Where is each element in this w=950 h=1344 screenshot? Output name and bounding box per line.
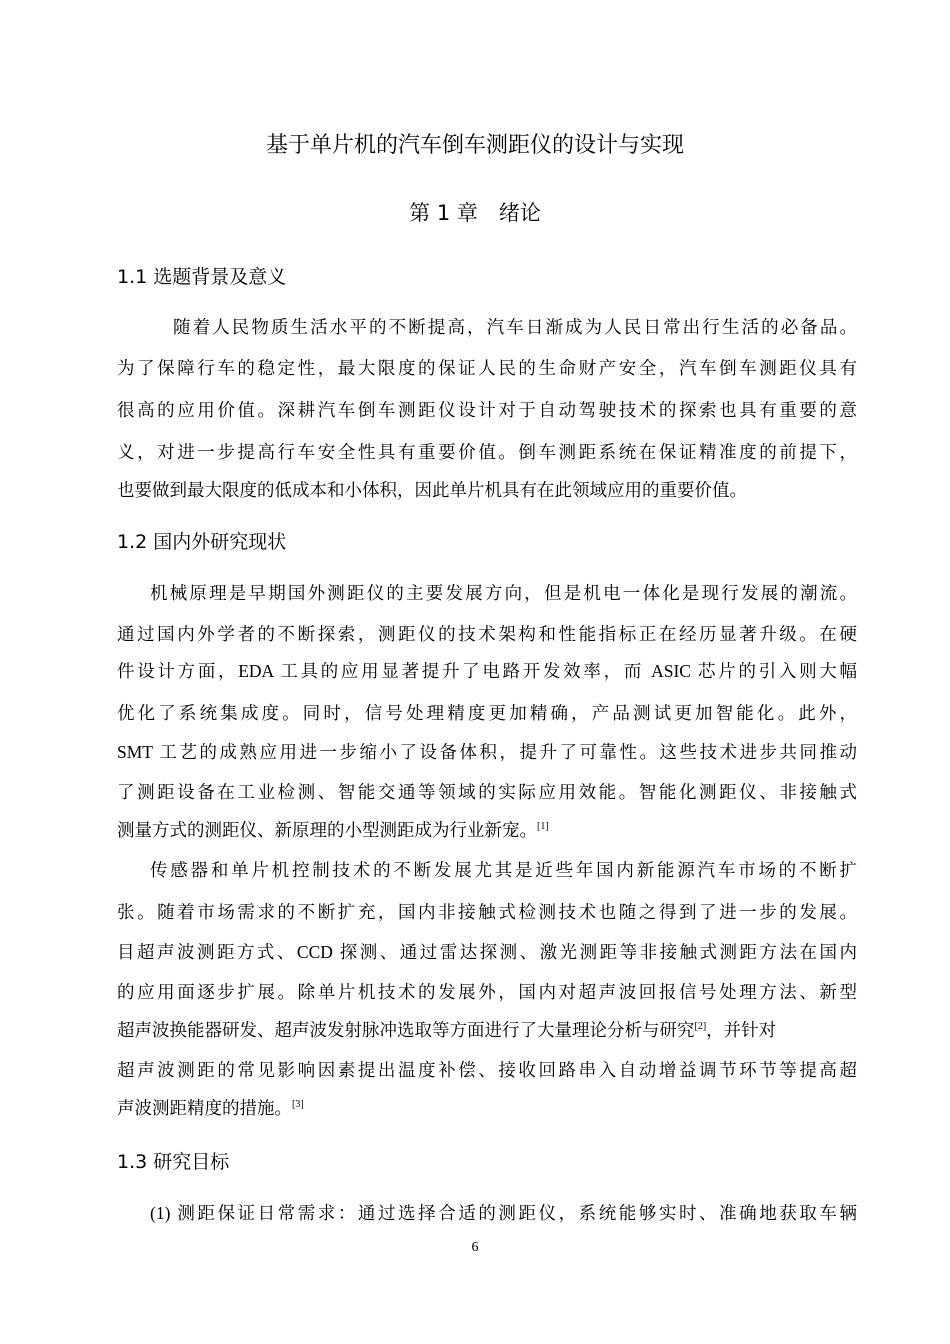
paragraph-line: 超声波测距的常见影响因素提出温度补偿、接收回路串入自动增益调节环节等提高超 <box>117 1060 857 1080</box>
paragraph-line: 机械原理是早期国外测距仪的主要发展方向，但是机电一体化是现行发展的潮流。 <box>150 583 857 603</box>
paragraph-line: 随着人民物质生活水平的不断提高，汽车日渐成为人民日常出行生活的必备品。 <box>173 317 857 337</box>
section-heading-1-2: 1.2 国内外研究现状 <box>117 531 287 553</box>
paragraph-line: 也要做到最大限度的低成本和小体积，因此单片机具有在此领域应用的重要价值。 <box>117 480 747 500</box>
paragraph-line: 目超声波测距方式、CCD 探测、通过雷达探测、激光测距等非接触式测距方法在国内 <box>117 942 857 962</box>
paragraph-line: 很高的应用价值。深耕汽车倒车测距仪设计对于自动驾驶技术的探索也具有重要的意 <box>117 400 857 420</box>
section-heading-1-3: 1.3 研究目标 <box>117 1151 230 1173</box>
citation-ref: [2] <box>694 1021 707 1032</box>
chapter-heading: 第 1 章 绪论 <box>409 201 541 225</box>
line-text: 超声波换能器研发、超声波发射脉冲选取等方面进行了大量理论分析与研究 <box>117 1020 695 1040</box>
citation-ref: [3] <box>292 1099 304 1110</box>
paragraph-line: 通过国内外学者的不断探索，测距仪的技术架构和性能指标正在经历显著升级。在硬 <box>117 624 857 644</box>
list-item: (1) 测距保证日常需求：通过选择合适的测距仪，系统能够实时、准确地获取车辆 <box>150 1203 857 1223</box>
section-heading-1-1: 1.1 选题背景及意义 <box>117 266 287 288</box>
document-title: 基于单片机的汽车倒车测距仪的设计与实现 <box>265 133 684 158</box>
paragraph-line: 为了保障行车的稳定性，最大限度的保证人民的生命财产安全，汽车倒车测距仪具有 <box>117 358 857 378</box>
paragraph-line: 义，对进一步提高行车安全性具有重要价值。倒车测距系统在保证精准度的前提下， <box>117 442 857 462</box>
paragraph-line <box>117 1096 857 1120</box>
line-text: ，并针对 <box>706 1020 777 1040</box>
paragraph-line: 的应用面逐步扩展。除单片机技术的发展外，国内对超声波回报信号处理方法、新型 <box>117 982 857 1002</box>
paragraph-line: SMT 工艺的成熟应用进一步缩小了设备体积，提升了可靠性。这些技术进步共同推动 <box>117 742 857 762</box>
paragraph-line <box>117 818 857 842</box>
line-text: 测量方式的测距仪、新原理的小型测距成为行业新宠。 <box>117 820 537 840</box>
citation-ref: [1] <box>537 821 549 832</box>
paragraph-line: 优化了系统集成度。同时，信号处理精度更加精确，产品测试更加智能化。此外， <box>117 703 857 723</box>
paragraph-line <box>117 1018 857 1042</box>
paragraph-line: 传感器和单片机控制技术的不断发展尤其是近些年国内新能源汽车市场的不断扩 <box>150 860 857 880</box>
page-number: 6 <box>471 1240 479 1255</box>
line-text: 声波测距精度的措施。 <box>117 1098 292 1118</box>
paragraph-line: 了测距设备在工业检测、智能交通等领域的实际应用效能。智能化测距仪、非接触式 <box>117 782 857 802</box>
paragraph-line: 件设计方面，EDA 工具的应用显著提升了电路开发效率，而 ASIC 芯片的引入则大幅 <box>117 661 857 681</box>
paragraph-line: 张。随着市场需求的不断扩充，国内非接触式检测技术也随之得到了进一步的发展。 <box>117 902 857 922</box>
